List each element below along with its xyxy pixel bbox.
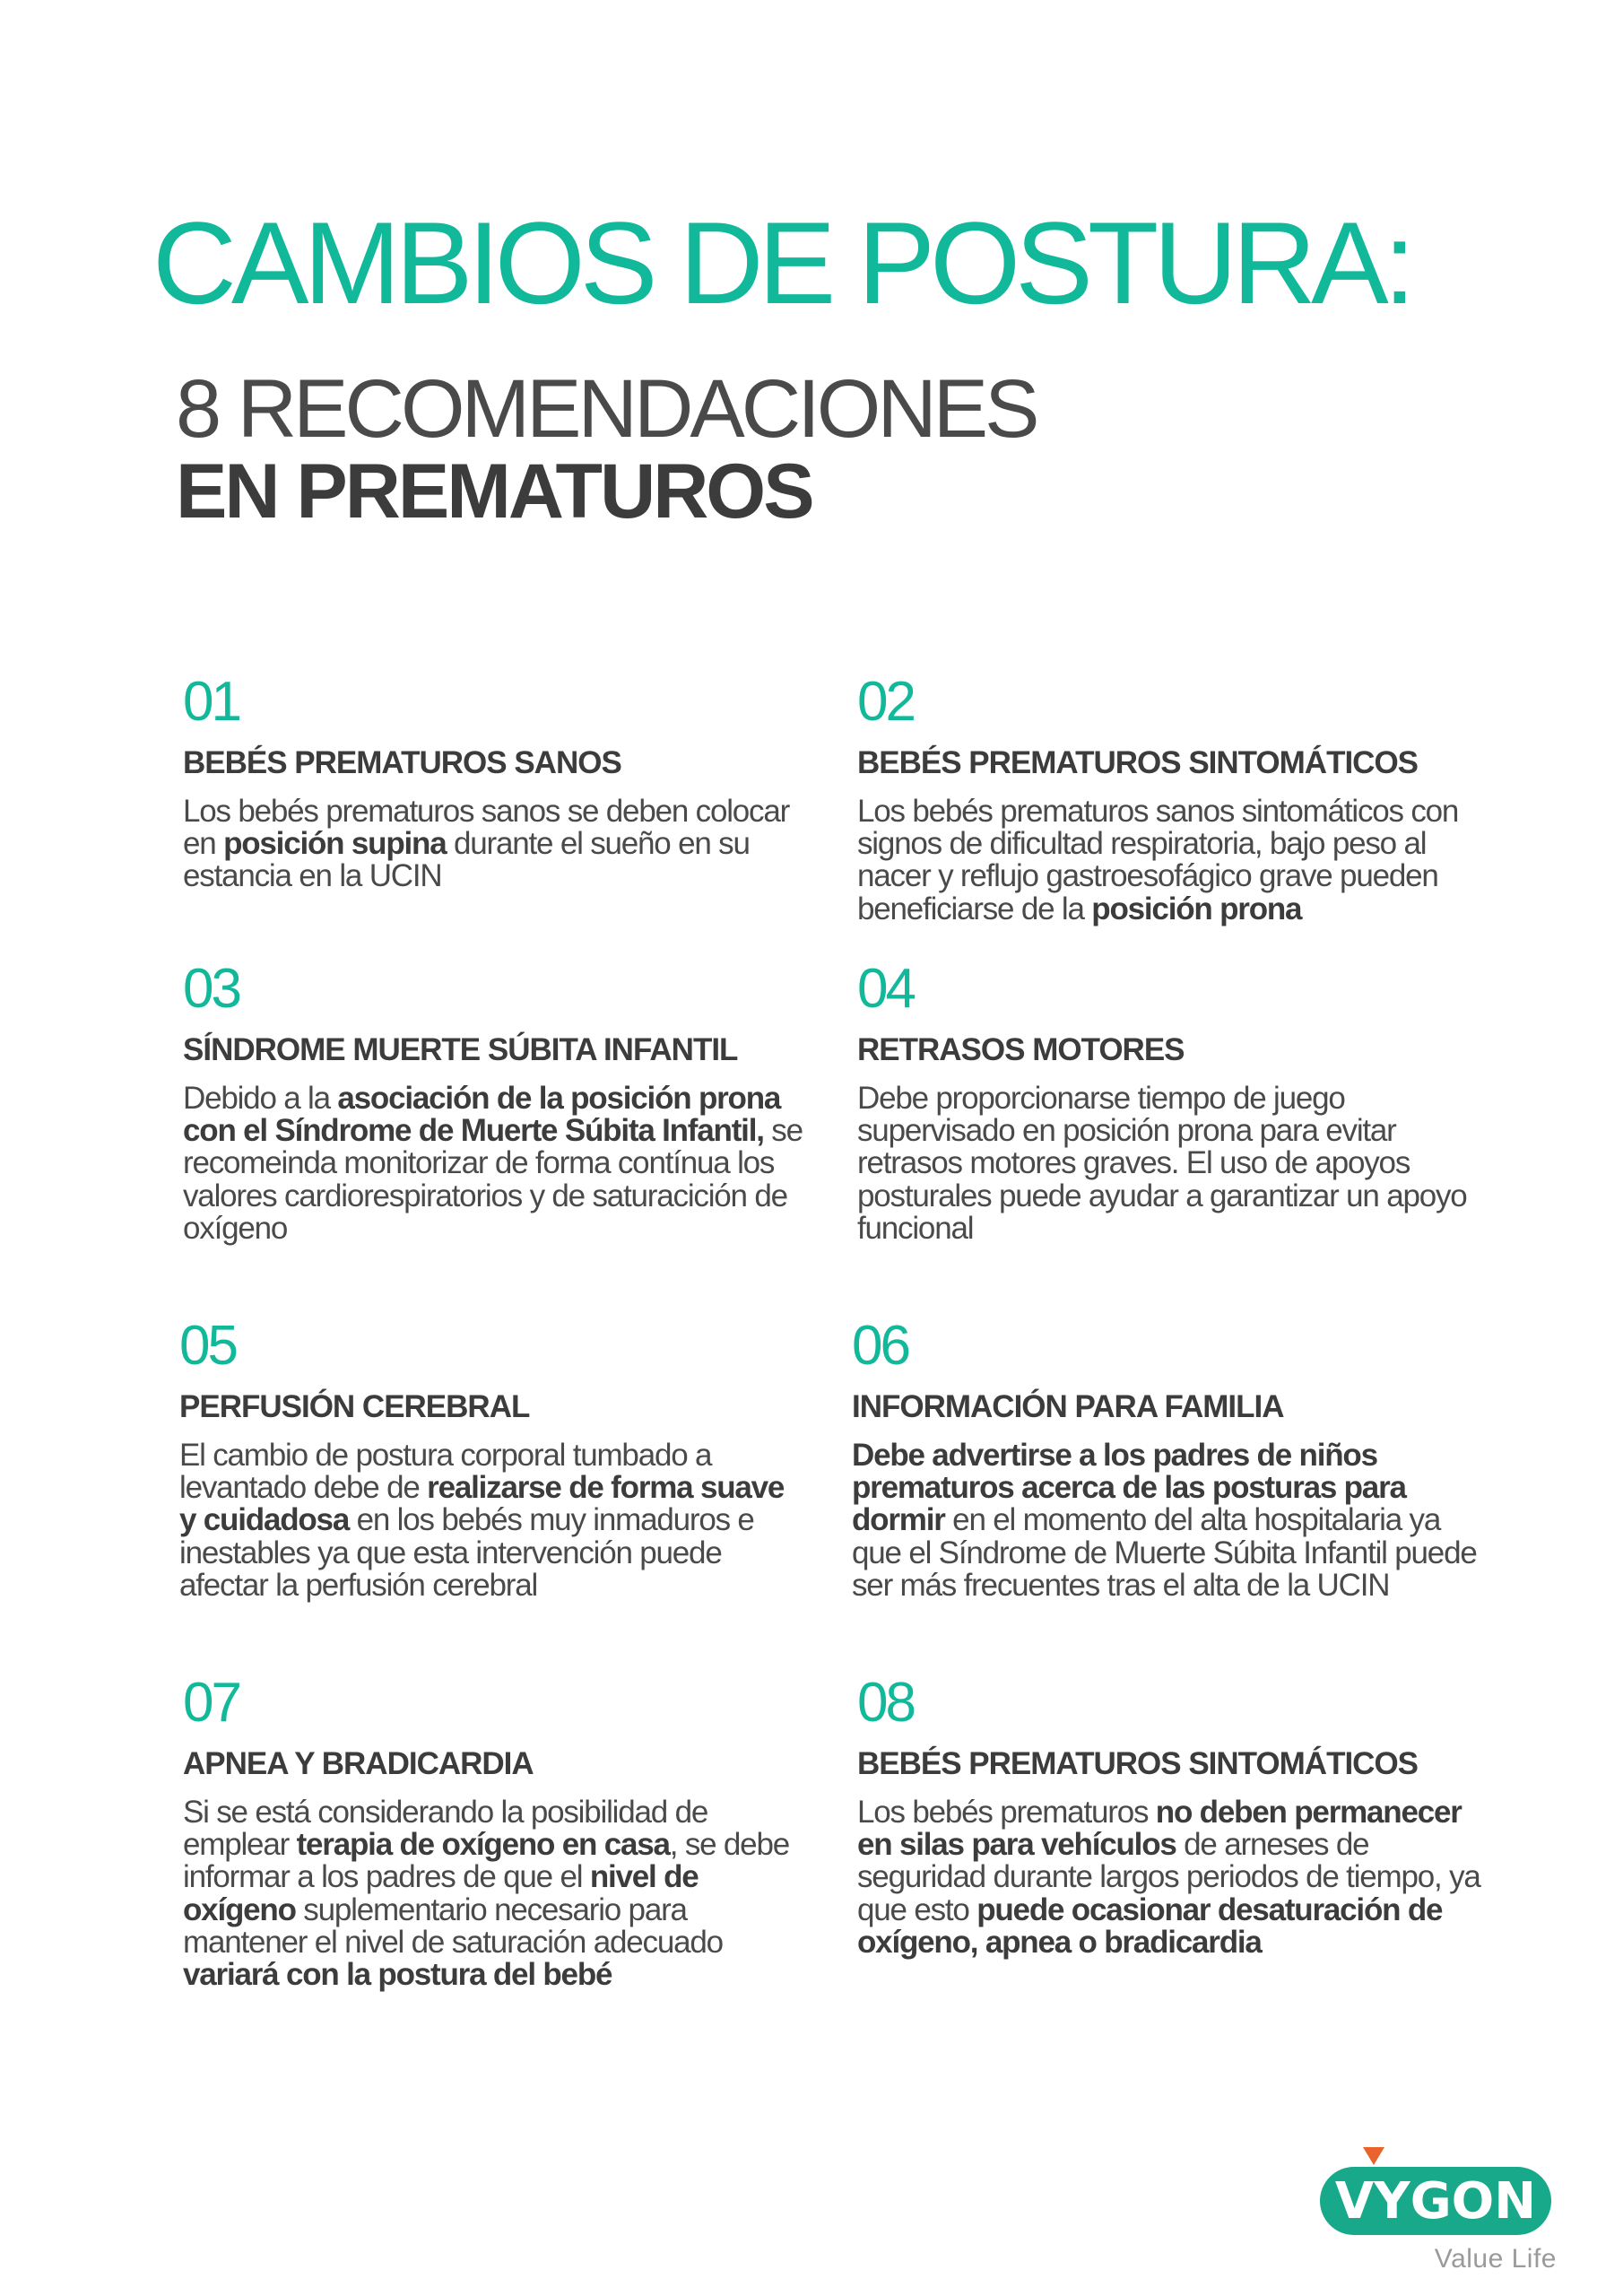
recommendation-02 — [857, 671, 1485, 926]
emphasis-text: posición prona — [1091, 891, 1302, 926]
recommendation-number: 05 — [179, 1315, 236, 1377]
body-text: se recomeinda monitorizar de forma contínua los valores cardiorespiratorios y de saturacición de oxígeno — [183, 1112, 803, 1247]
logo-triangle-icon — [1363, 2147, 1384, 2165]
body-text: Si se está considerando la posibilidad de emplear — [183, 1794, 708, 1862]
recommendation-body — [857, 793, 1485, 926]
recommendation-07 — [183, 1672, 811, 1993]
recommendation-06 — [852, 1315, 1480, 1604]
recommendation-body — [857, 1080, 1485, 1247]
recommendation-body — [179, 1439, 807, 1603]
recommendation-heading: PERFUSIÓN CEREBRAL — [179, 1389, 530, 1424]
emphasis-text: terapia de oxígeno en casa — [296, 1826, 670, 1862]
recommendation-number: 01 — [183, 671, 239, 733]
emphasis-text: posición supina — [223, 825, 447, 861]
recommendation-number: 07 — [183, 1672, 239, 1734]
recommendation-number: 03 — [183, 958, 239, 1020]
recommendation-heading: BEBÉS PREMATUROS SANOS — [183, 745, 621, 780]
recommendation-05 — [179, 1315, 807, 1604]
recommendation-heading: SÍNDROME MUERTE SÚBITA INFANTIL — [183, 1032, 738, 1067]
recommendation-number: 02 — [857, 671, 914, 733]
recommendation-number: 08 — [857, 1672, 914, 1734]
recommendation-04 — [857, 958, 1485, 1247]
body-text: Debe proporcionarse tiempo de juego supervisado en posición prona para evitar retrasos motores graves. El uso de apoyos posturales puede ayudar a garantizar un apoyo funcional — [857, 1080, 1467, 1247]
recommendation-body — [857, 1796, 1485, 1960]
body-text: Los bebés prematuros — [857, 1794, 1156, 1830]
recommendation-heading: APNEA Y BRADICARDIA — [183, 1746, 534, 1781]
logo-tagline: Value Life — [1434, 2244, 1557, 2274]
recommendation-heading: BEBÉS PREMATUROS SINTOMÁTICOS — [857, 745, 1419, 780]
body-text: en los bebés muy inmaduros e inestables ya que esta intervención puede afectar la perfusión cerebral — [179, 1502, 754, 1604]
emphasis-text: no deben permanecer en silas para vehículos — [857, 1794, 1462, 1862]
recommendation-heading: BEBÉS PREMATUROS SINTOMÁTICOS — [857, 1746, 1419, 1781]
body-text: Debido a la — [183, 1080, 338, 1116]
page-subtitle-line1: 8 RECOMENDACIONES — [176, 363, 1037, 455]
body-text: suplementario necesario para mantener el nivel de saturación adecuado — [183, 1892, 723, 1961]
recommendation-08 — [857, 1672, 1485, 1961]
recommendation-body — [183, 793, 811, 894]
page-subtitle-line2: EN PREMATUROS — [176, 448, 812, 535]
recommendation-03 — [183, 958, 811, 1247]
emphasis-text: nivel de oxígeno — [183, 1859, 699, 1927]
body-text: , se debe informar a los padres de que el — [183, 1826, 789, 1895]
recommendation-number: 06 — [852, 1315, 908, 1377]
vygon-logo — [1320, 2145, 1562, 2280]
body-text: de arneses de seguridad durante largos periodos de tiempo, ya que esto — [857, 1826, 1480, 1927]
page-title: CAMBIOS DE POSTURA: — [152, 197, 1410, 328]
recommendation-heading: INFORMACIÓN PARA FAMILIA — [852, 1389, 1284, 1424]
emphasis-text: puede ocasionar desaturación de oxígeno, apnea o bradicardia — [857, 1892, 1443, 1961]
body-text: El cambio de postura corporal tumbado a levantado debe de — [179, 1437, 712, 1505]
body-text: Los bebés prematuros sanos sintomáticos con signos de dificultad respiratoria, bajo peso al nacer y reflujo gastroesofágico grave pueden beneficiarse de la — [857, 793, 1459, 926]
recommendation-01 — [183, 671, 811, 894]
body-text: Los bebés prematuros sanos se deben colocar en — [183, 793, 790, 861]
recommendation-body — [183, 1080, 811, 1247]
emphasis-text: asociación de la posición prona con el Síndrome de Muerte Súbita Infantil, — [183, 1080, 781, 1148]
recommendation-number: 04 — [857, 958, 914, 1020]
emphasis-text: Debe advertirse a los padres de niños prematuros acerca de las posturas para dormir — [852, 1437, 1406, 1538]
emphasis-text: realizarse de forma suave y cuidadosa — [179, 1469, 785, 1538]
body-text: en el momento del alta hospitalaria ya que el Síndrome de Muerte Súbita Infantil puede ser más frecuentes tras el alta de la UCIN — [852, 1502, 1477, 1604]
logo-badge — [1320, 2167, 1551, 2235]
recommendation-body — [852, 1439, 1480, 1603]
emphasis-text: variará con la postura del bebé — [183, 1957, 612, 1993]
recommendation-heading: RETRASOS MOTORES — [857, 1032, 1185, 1067]
body-text: durante el sueño en su estancia en la UCIN — [183, 825, 750, 894]
recommendation-body — [183, 1796, 811, 1992]
logo-wordmark: VYGON — [1334, 2171, 1537, 2231]
